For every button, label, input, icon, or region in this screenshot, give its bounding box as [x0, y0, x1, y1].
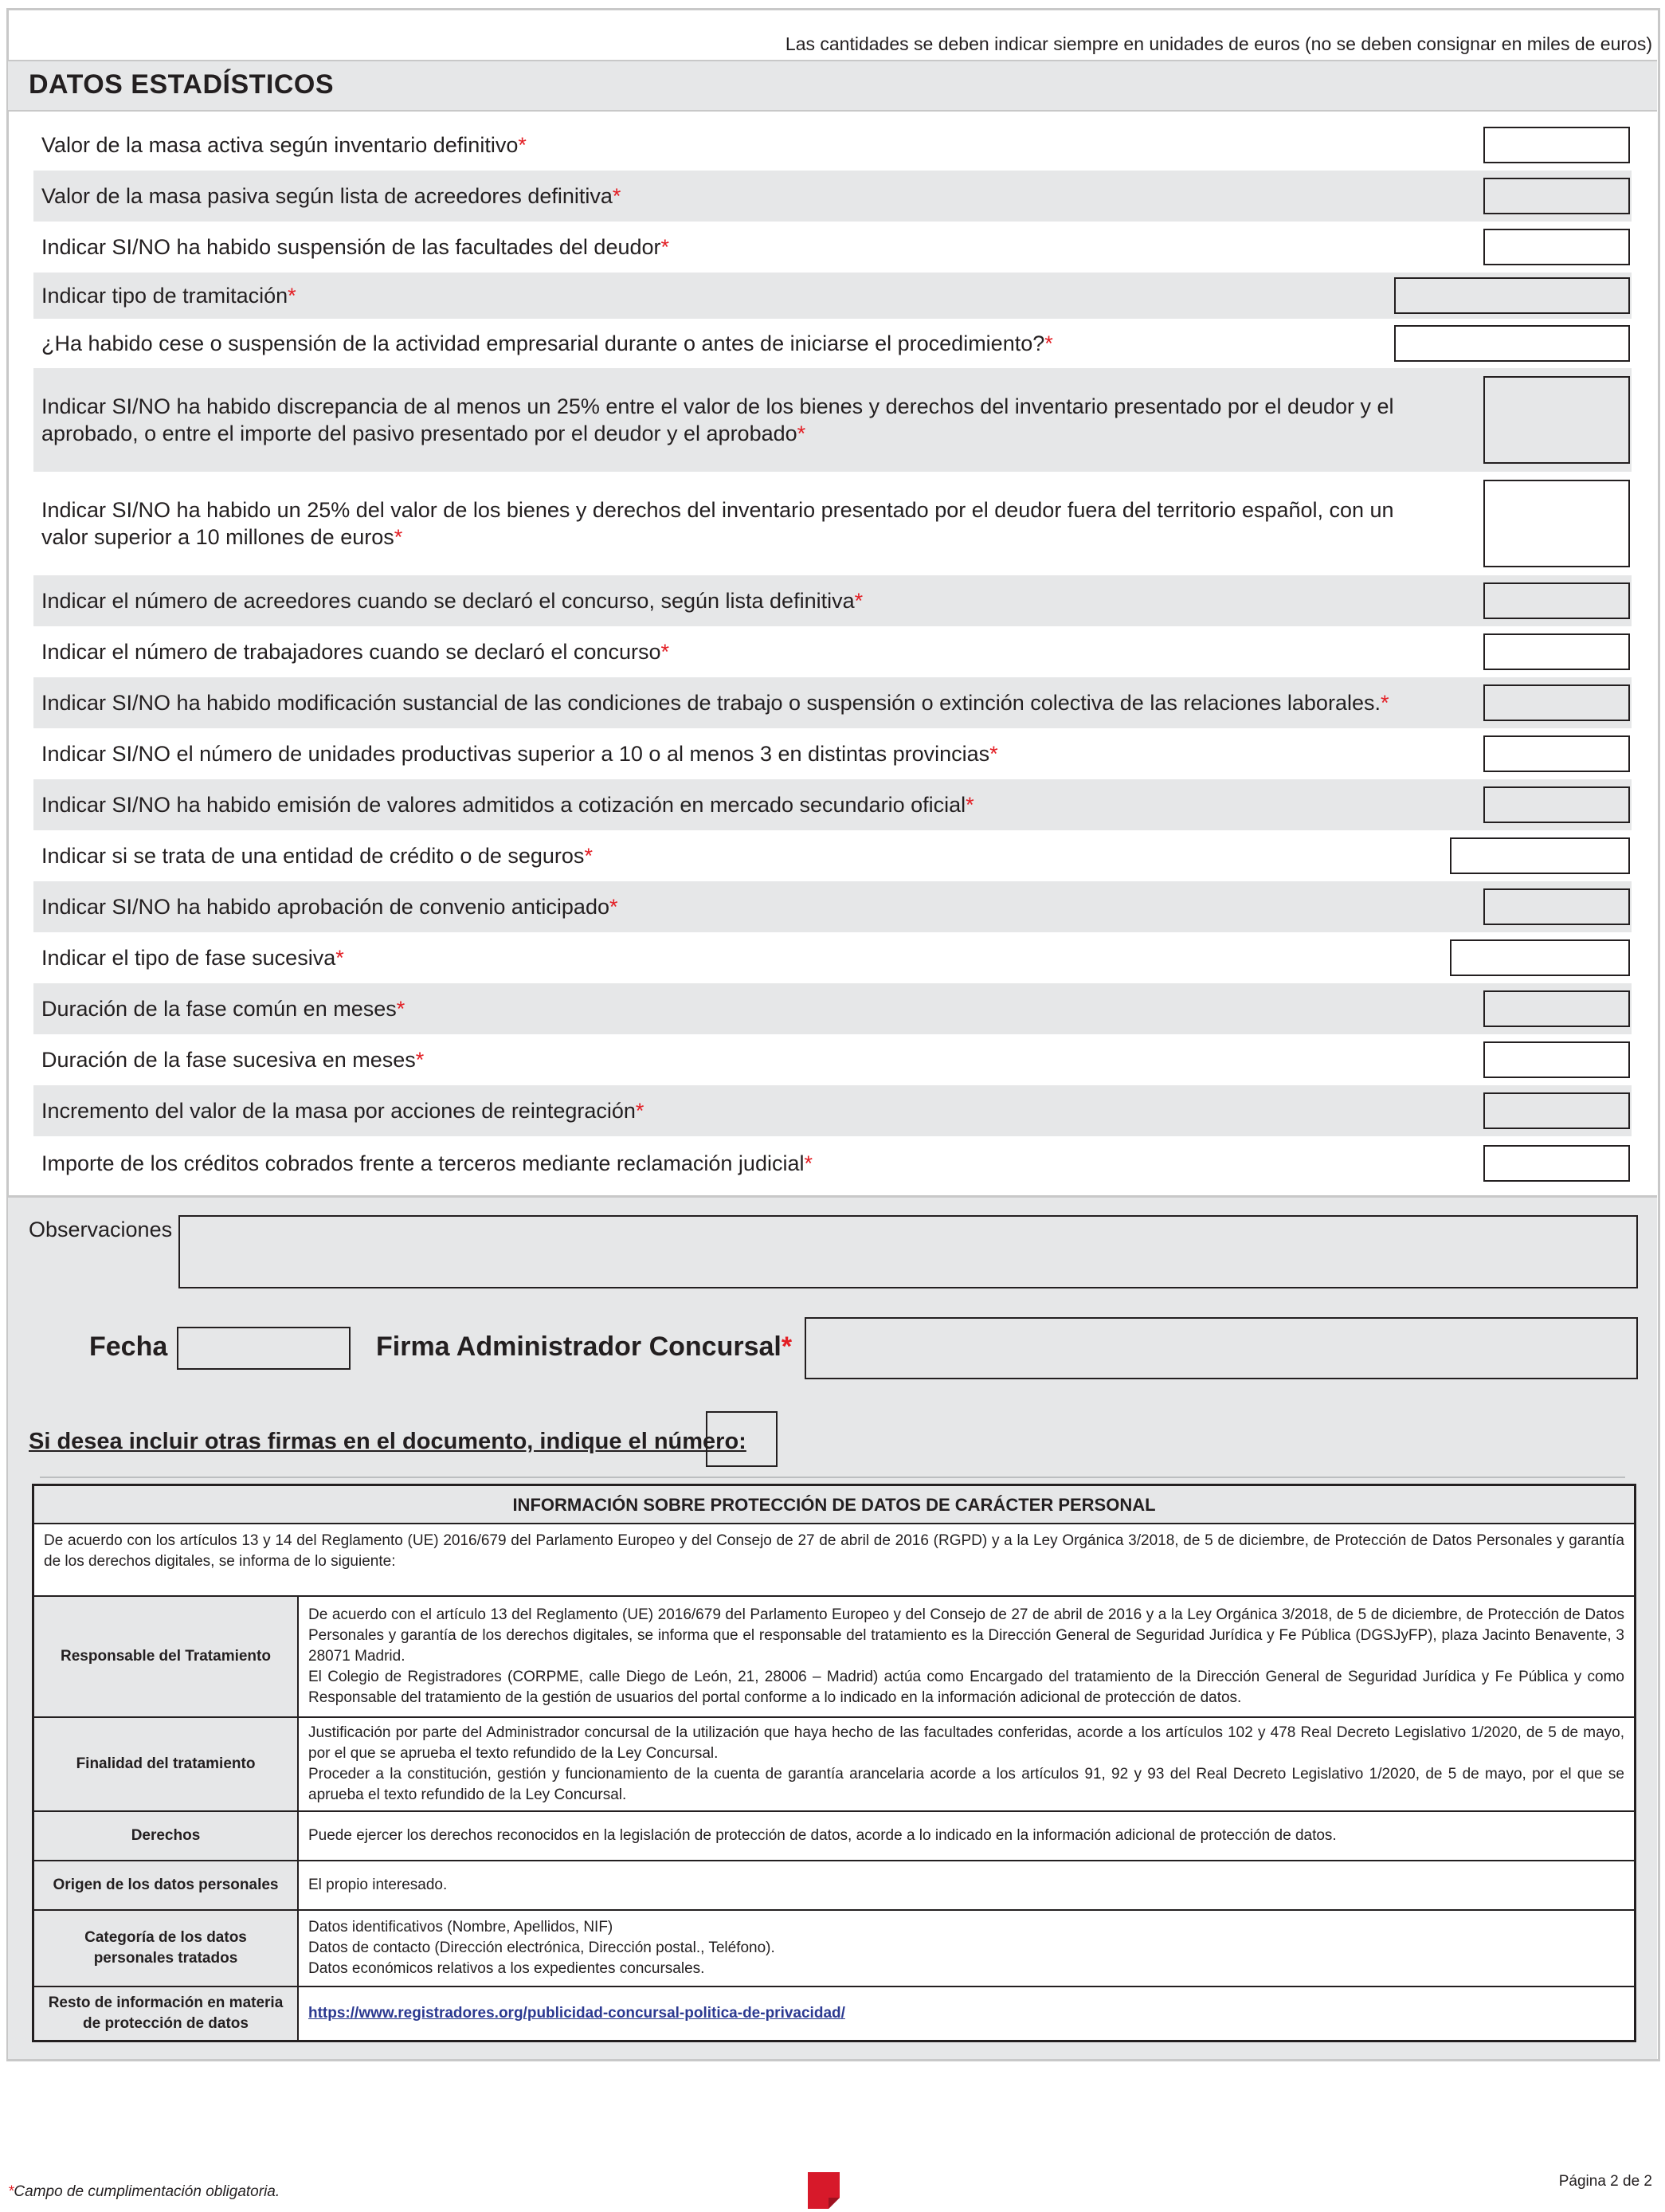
field-input[interactable]: [1483, 990, 1630, 1027]
required-mark: *: [989, 742, 998, 766]
field-label-text: Duración de la fase común en meses: [41, 997, 397, 1021]
field-label: [41, 893, 1444, 920]
section-header: [8, 60, 1657, 112]
field-label: [41, 233, 1444, 261]
page-number: Página 2 de 2: [1558, 2173, 1652, 2190]
data-protection-row-heading: Categoría de los datos personales tratados: [34, 1911, 299, 1986]
field-label-text: Indicar el número de trabajadores cuando se declaró el concurso: [41, 640, 661, 664]
data-protection-row-content: [308, 1718, 1624, 1810]
required-mark: *: [609, 895, 618, 919]
field-row: [33, 932, 1632, 983]
field-input[interactable]: [1483, 888, 1630, 925]
field-label: [41, 944, 1444, 971]
required-mark: *: [8, 2183, 14, 2200]
field-input[interactable]: [1394, 277, 1630, 314]
field-label: [41, 689, 1444, 716]
data-protection-row-content: [308, 1861, 1624, 1909]
data-protection-text: Proceder a la constitución, gestión y funcionamiento de la cuenta de garantía arancelaria acorde a los artículos 91, 92 y 93 del Real Decreto Legislativo 1/2020, de 5 de mayo, por el que se aprueba el texto refundido de la Ley Concursal.: [308, 1766, 1624, 1803]
field-input[interactable]: [1450, 939, 1630, 976]
field-input[interactable]: [1483, 1145, 1630, 1182]
data-protection-row: [34, 1595, 1634, 1716]
data-protection-row-heading: Resto de información en materia de protección de datos: [34, 1987, 299, 2040]
field-row: [33, 1085, 1632, 1136]
required-mark: *: [781, 1332, 793, 1362]
fecha-field[interactable]: [177, 1327, 351, 1370]
otras-firmas-field[interactable]: [706, 1411, 778, 1467]
field-input[interactable]: [1483, 178, 1630, 214]
field-label: [41, 496, 1444, 551]
required-mark: *: [660, 640, 669, 664]
required-mark: *: [660, 235, 670, 259]
field-label: [41, 638, 1444, 665]
field-row: [33, 472, 1632, 575]
firma-label-text: Firma Administrador Concursal: [376, 1332, 782, 1362]
data-protection-row-content: [308, 1597, 1624, 1716]
field-label: [41, 791, 1444, 818]
observaciones-field[interactable]: [178, 1215, 1638, 1288]
field-row: [33, 983, 1632, 1034]
required-mark: *: [415, 1048, 425, 1072]
field-row: [33, 319, 1632, 368]
required-mark: *: [966, 793, 974, 817]
field-label: [41, 587, 1444, 614]
data-protection-text: El Colegio de Registradores (CORPME, calle Diego de León, 21, 28006 – Madrid) actúa como Encargado del tratamiento de la Dirección General de Seguridad Jurídica y Fe Pública y como Responsable del tratamiento de la gestión de usuarios del portal conforme a lo indicado en la información adicional de protección de datos.: [308, 1669, 1624, 1706]
field-label: [41, 330, 1444, 357]
data-protection-text: De acuerdo con el artículo 13 del Reglamento (UE) 2016/679 del Parlamento Europeo y del Consejo de 27 de abril de 2016 y a la Ley Orgánica 3/2018, de 5 de diciembre, de Protección de Datos Personales y garantía de los derechos digitales, se informa que el responsable del tratamiento es la Dirección General de Seguridad Jurídica y Fe Pública (DGSJyFP), plaza Jacinto Benavente, 3 28071 Madrid.: [308, 1606, 1624, 1665]
field-label-text: Indicar SI/NO ha habido modificación sustancial de las condiciones de trabajo o suspensión o extinción colectiva de las relaciones laborales.: [41, 691, 1381, 715]
field-label: [41, 282, 1444, 309]
required-mark: *: [394, 525, 403, 549]
field-row: [33, 222, 1632, 273]
field-row: [33, 677, 1632, 728]
data-protection-row-content: [308, 1987, 1624, 2040]
data-protection-row-content: [308, 1812, 1624, 1860]
field-label-text: Valor de la masa activa según inventario definitivo: [41, 133, 519, 157]
data-protection-row: [34, 1716, 1634, 1810]
data-protection-row: [34, 1860, 1634, 1909]
field-label-text: Indicar el número de acreedores cuando se declaró el concurso, según lista definitiva: [41, 589, 855, 613]
field-input[interactable]: [1450, 837, 1630, 874]
data-protection-row-heading: Finalidad del tratamiento: [34, 1718, 299, 1810]
required-mark: *: [797, 422, 806, 445]
required-mark: *: [396, 997, 405, 1021]
field-label: [41, 995, 1444, 1022]
footnote-text: Campo de cumplimentación obligatoria.: [14, 2183, 280, 2200]
registradores-logo-icon: [808, 2172, 840, 2209]
divider: [40, 1477, 1625, 1478]
data-protection-row-content: [308, 1911, 1624, 1986]
field-label: [41, 1097, 1444, 1124]
firma-label: [376, 1332, 792, 1363]
field-row: [33, 368, 1632, 472]
required-mark: *: [335, 946, 344, 970]
data-protection-text: Datos de contacto (Dirección electrónica, Dirección postal., Teléfono).: [308, 1939, 775, 1956]
field-input[interactable]: [1483, 633, 1630, 670]
field-row: [33, 626, 1632, 677]
data-protection-text: Datos económicos relativos a los expedientes concursales.: [308, 1960, 705, 1977]
field-input[interactable]: [1483, 376, 1630, 464]
field-input[interactable]: [1483, 127, 1630, 163]
data-protection-row-heading: Responsable del Tratamiento: [34, 1597, 299, 1716]
firma-field[interactable]: [805, 1317, 1638, 1379]
field-label: [41, 740, 1444, 767]
field-label-text: Importe de los créditos cobrados frente a terceros mediante reclamación judicial: [41, 1151, 805, 1175]
required-mark: *: [854, 589, 864, 613]
data-protection-table: [32, 1484, 1636, 2042]
field-label: [41, 842, 1444, 869]
required-mark: *: [1044, 331, 1053, 355]
field-row: [33, 881, 1632, 932]
section-title: DATOS ESTADÍSTICOS: [29, 69, 335, 100]
field-row: [33, 830, 1632, 881]
field-label-text: Indicar SI/NO ha habido discrepancia de al menos un 25% entre el valor de los bienes y derechos del inventario presentado por el deudor y el aprobado, o entre el importe del pasivo presentado por el deudor y el aprobado: [41, 394, 1394, 445]
data-protection-text: Puede ejercer los derechos reconocidos en la legislación de protección de datos, acorde a lo indicado en la información adicional de protección de datos.: [308, 1827, 1337, 1844]
field-row: [33, 575, 1632, 626]
field-row: [33, 1034, 1632, 1085]
field-label: [41, 1150, 1444, 1177]
field-row: [33, 779, 1632, 830]
field-label-text: Indicar si se trata de una entidad de crédito o de seguros: [41, 844, 585, 868]
data-protection-text: Datos identificativos (Nombre, Apellidos, NIF): [308, 1919, 613, 1936]
field-row: [33, 273, 1632, 319]
field-row: [33, 171, 1632, 222]
required-mark: *: [584, 844, 593, 868]
field-label-text: Indicar SI/NO ha habido suspensión de las facultades del deudor: [41, 235, 661, 259]
field-input[interactable]: [1483, 786, 1630, 823]
field-input[interactable]: [1483, 480, 1630, 567]
field-label-text: Indicar el tipo de fase sucesiva: [41, 946, 336, 970]
field-label-text: Indicar tipo de tramitación: [41, 284, 288, 308]
required-mark: *: [612, 184, 621, 208]
field-row: [33, 1136, 1632, 1190]
data-protection-row: [34, 1810, 1634, 1860]
field-input[interactable]: [1483, 229, 1630, 265]
data-protection-row: [34, 1909, 1634, 1986]
data-protection-row: [34, 1986, 1634, 2040]
data-protection-text: Justificación por parte del Administrador concursal de la utilización que haya hecho de las facultades conferidas, acorde a los artículos 102 y 478 Real Decreto Legislativo 1/2020, de 5 de mayo, por el que se aprueba el texto refundido de la Ley Concursal.: [308, 1724, 1624, 1762]
required-mark: *: [635, 1099, 644, 1123]
field-row: [33, 120, 1632, 171]
data-protection-row-heading: Derechos: [34, 1812, 299, 1860]
fecha-label: Fecha: [89, 1332, 168, 1362]
privacy-policy-link[interactable]: https://www.registradores.org/publicidad-concursal-politica-de-privacidad/: [308, 2005, 845, 2022]
data-protection-text: El propio interesado.: [308, 1877, 448, 1893]
data-protection-row-heading: Origen de los datos personales: [34, 1861, 299, 1909]
field-label-text: Incremento del valor de la masa por acciones de reintegración: [41, 1099, 636, 1123]
field-label: [41, 1046, 1444, 1073]
field-input[interactable]: [1483, 684, 1630, 721]
field-input[interactable]: [1483, 735, 1630, 772]
required-mark: *: [288, 284, 296, 308]
field-label-text: Indicar SI/NO ha habido un 25% del valor de los bienes y derechos del inventario presentado por el deudor fuera del territorio español, con un valor superior a 10 millones de euros: [41, 498, 1394, 549]
field-input[interactable]: [1483, 1092, 1630, 1129]
observaciones-label: Observaciones: [29, 1218, 173, 1241]
field-label-text: Indicar SI/NO ha habido emisión de valores admitidos a cotización en mercado secundario oficial: [41, 793, 966, 817]
units-note: Las cantidades se deben indicar siempre en unidades de euros (no se deben consignar en miles de euros): [785, 33, 1652, 54]
otras-firmas-label: Si desea incluir otras firmas en el documento, indique el número:: [29, 1429, 746, 1454]
required-mark: *: [804, 1151, 813, 1175]
field-label-text: Indicar SI/NO ha habido aprobación de convenio anticipado: [41, 895, 609, 919]
field-label: [41, 131, 1444, 159]
required-mark: *: [1380, 691, 1389, 715]
field-label-text: Duración de la fase sucesiva en meses: [41, 1048, 416, 1072]
footnote: [8, 2183, 280, 2201]
field-label-text: Valor de la masa pasiva según lista de acreedores definitiva: [41, 184, 613, 208]
data-protection-intro: De acuerdo con los artículos 13 y 14 del Reglamento (UE) 2016/679 del Parlamento Europeo y del Consejo de 27 de abril de 2016 (RGPD) y a la Ley Orgánica 3/2018, de 5 de diciembre, de Protección de Datos Personales y garantía de los derechos digitales, se informa de lo siguiente:: [44, 1532, 1624, 1570]
field-label-text: ¿Ha habido cese o suspensión de la actividad empresarial durante o antes de iniciarse el procedimiento?: [41, 331, 1045, 355]
data-protection-title: INFORMACIÓN SOBRE PROTECCIÓN DE DATOS DE CARÁCTER PERSONAL: [34, 1486, 1634, 1524]
field-label: [41, 393, 1444, 447]
field-input[interactable]: [1394, 325, 1630, 362]
field-label: [41, 182, 1444, 210]
field-row: [33, 728, 1632, 779]
required-mark: *: [518, 133, 527, 157]
field-label-text: Indicar SI/NO el número de unidades productivas superior a 10 o al menos 3 en distintas provincias: [41, 742, 990, 766]
field-input[interactable]: [1483, 582, 1630, 619]
field-input[interactable]: [1483, 1041, 1630, 1078]
